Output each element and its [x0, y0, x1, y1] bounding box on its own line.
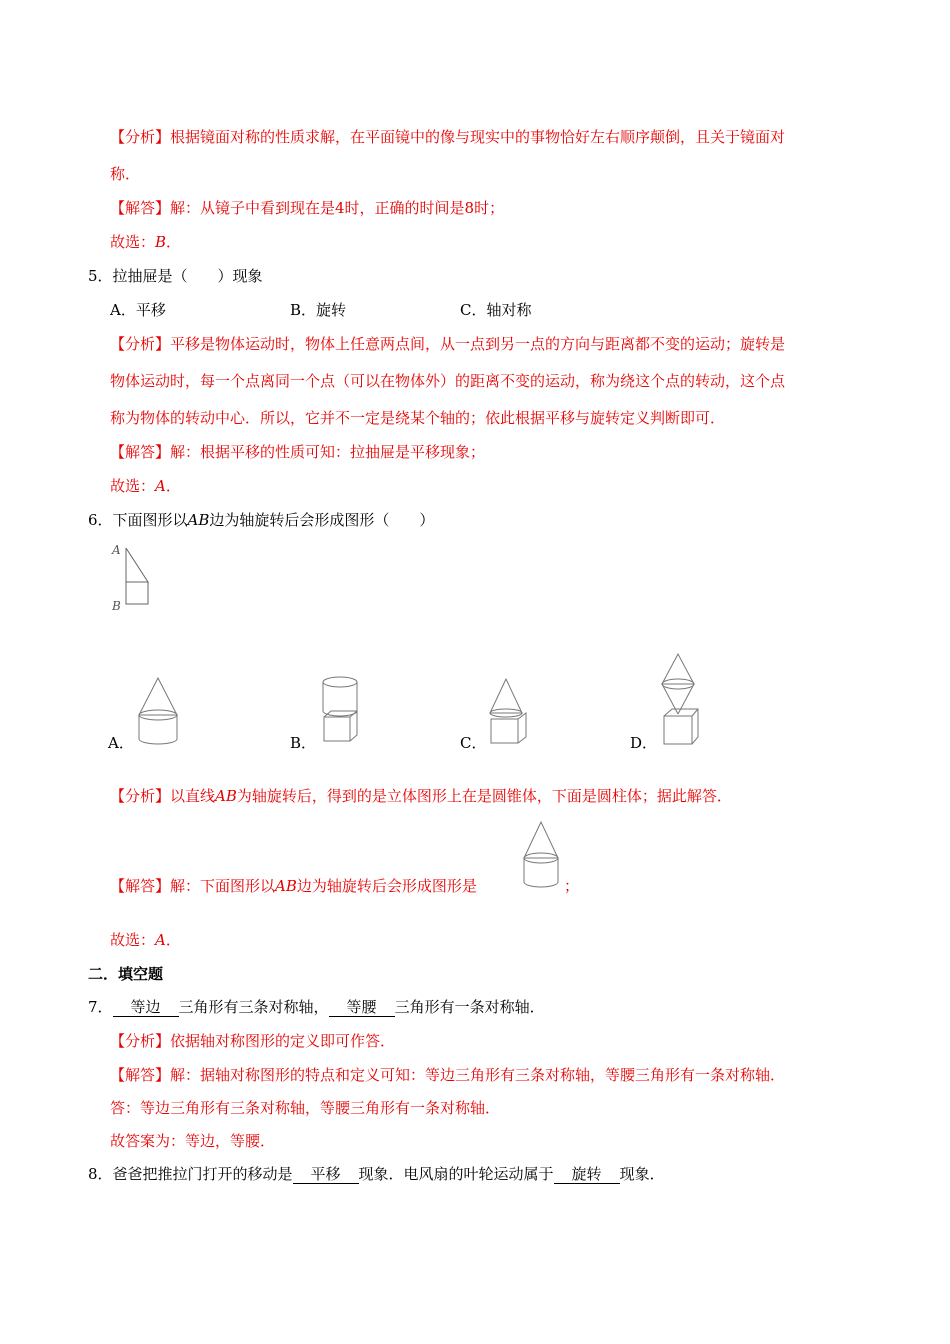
- q6-answer-tag: 【解答】: [110, 877, 171, 895]
- cone-cylinder-solid-icon: [133, 675, 183, 747]
- q4-answer-text: 解：从镜子中看到现在是4时，正确的时间是8时；: [170, 199, 505, 217]
- q6-stem-ab: AB: [187, 511, 210, 529]
- q7-answer-line: [110, 1065, 785, 1085]
- q6-choice-prefix: 故选：: [110, 931, 156, 949]
- q4-choice-letter: B: [155, 233, 167, 251]
- q5-option-a: A．平移: [110, 301, 166, 319]
- q4-analysis-line2: 称．: [110, 165, 141, 183]
- q6-stem-prefix: 6．下面图形以: [88, 511, 188, 529]
- q6-analysis-ab: AB: [215, 787, 237, 805]
- q6-answer-suffix: 边为轴旋转后会形成图形是: [296, 877, 477, 895]
- q5-choice-letter: A: [155, 477, 166, 495]
- q4-choice-suffix: ．: [166, 233, 182, 251]
- answer-cone-cylinder-icon: [520, 820, 564, 890]
- q5-option-b: B．旋转: [290, 301, 347, 319]
- double-cone-cube-solid-icon: [656, 652, 704, 748]
- q7-num: 7．: [88, 998, 113, 1016]
- q7-answer-text: 解：据轴对称图形的特点和定义可知：等边三角形有三条对称轴，等腰三角形有一条对称轴．: [170, 1066, 786, 1084]
- q4-analysis-text1: 根据镜面对称的性质求解，在平面镜中的像与现实中的事物恰好左右顺序颠倒，且关于镜面对: [170, 128, 786, 146]
- q6-choice-suffix: ．: [165, 931, 181, 949]
- q7-answer-line2: 答：等边三角形有三条对称轴，等腰三角形有一条对称轴．: [110, 1099, 501, 1117]
- q4-choice-line: [110, 232, 181, 252]
- q4-answer-tag: 【解答】: [110, 199, 171, 217]
- q4-analysis-tag: 【分析】: [110, 128, 171, 146]
- q6-choice-letter: A: [155, 931, 166, 949]
- q5-answer-text: 解：根据平移的性质可知：拉抽屉是平移现象；: [170, 443, 486, 461]
- triangle-square-figure-icon: [108, 540, 158, 615]
- q5-option-c: C．轴对称: [460, 301, 532, 319]
- q5-choice-suffix: ．: [165, 477, 181, 495]
- q7-end: 三角形有一条对称轴．: [394, 998, 545, 1016]
- q7-analysis-text: 依据轴对称图形的定义即可作答．: [170, 1032, 396, 1050]
- q4-analysis-line1: [110, 127, 785, 147]
- q7-final: 故答案为：等边，等腰．: [110, 1132, 276, 1150]
- q5-stem: 5．拉抽屉是（ ）现象: [88, 267, 263, 285]
- q6-option-c: C．: [460, 734, 487, 752]
- q6-analysis-line: [110, 786, 732, 806]
- q5-choice-line: [110, 476, 181, 496]
- q7-blank2: 等腰: [329, 998, 395, 1017]
- q6-option-b: B．: [290, 734, 317, 752]
- q6-choice-line: [110, 930, 181, 950]
- q6-answer-prefix: 解：下面图形以: [170, 877, 276, 895]
- cylinder-cube-solid-icon: [318, 673, 364, 745]
- q5-analysis-tag: 【分析】: [110, 335, 171, 353]
- q6-option-d: D．: [630, 734, 658, 752]
- q8-stem: [88, 1164, 665, 1184]
- q7-answer-tag: 【解答】: [110, 1066, 171, 1084]
- fig-label-b: B: [112, 599, 121, 613]
- q6-analysis-suffix: 为轴旋转后，得到的是立体图形上在是圆锥体，下面是圆柱体；据此解答．: [236, 787, 732, 805]
- q7-blank1: 等边: [113, 998, 179, 1017]
- cone-cube-solid-icon: [484, 677, 534, 747]
- q5-answer-line: [110, 442, 485, 462]
- q6-answer-ab: AB: [275, 877, 297, 895]
- q5-choice-prefix: 故选：: [110, 477, 156, 495]
- q6-option-a: A．: [108, 734, 134, 752]
- q8-blank2: 旋转: [554, 1165, 620, 1184]
- q5-analysis-line2: 物体运动时，每一个点离同一个点（可以在物体外）的距离不变的运动，称为绕这个点的转动，这个点: [110, 372, 786, 390]
- section-title: 二．填空题: [88, 965, 164, 983]
- q6-stem-suffix: 边为轴旋转后会形成图形（ ）: [209, 511, 435, 529]
- q8-end: 现象．: [619, 1165, 665, 1183]
- q7-mid: 三角形有三条对称轴，: [178, 998, 329, 1016]
- fig-label-a: A: [112, 543, 121, 557]
- q7-analysis-tag: 【分析】: [110, 1032, 171, 1050]
- q6-analysis-prefix: 以直线: [170, 787, 216, 805]
- q6-stem: [88, 510, 434, 530]
- q8-blank1: 平移: [293, 1165, 359, 1184]
- q7-analysis-line: [110, 1031, 395, 1051]
- q4-choice-prefix: 故选：: [110, 233, 156, 251]
- q8-mid: 现象．电风扇的叶轮运动属于: [358, 1165, 554, 1183]
- q5-answer-tag: 【解答】: [110, 443, 171, 461]
- q5-analysis-line3: 称为物体的转动中心．所以，它并不一定是绕某个轴的；依此根据平移与旋转定义判断即可．: [110, 409, 726, 427]
- q5-analysis-text1: 平移是物体运动时，物体上任意两点间，从一点到另一点的方向与距离都不变的运动；旋转是: [170, 335, 786, 353]
- q6-answer-end: ；: [564, 877, 580, 895]
- q6-answer-line: [110, 876, 477, 896]
- q8-prefix: 8．爸爸把推拉门打开的移动是: [88, 1165, 293, 1183]
- q7-stem: [88, 997, 545, 1017]
- q6-analysis-tag: 【分析】: [110, 787, 171, 805]
- q4-answer-line: [110, 198, 504, 218]
- q5-analysis-line1: [110, 334, 785, 354]
